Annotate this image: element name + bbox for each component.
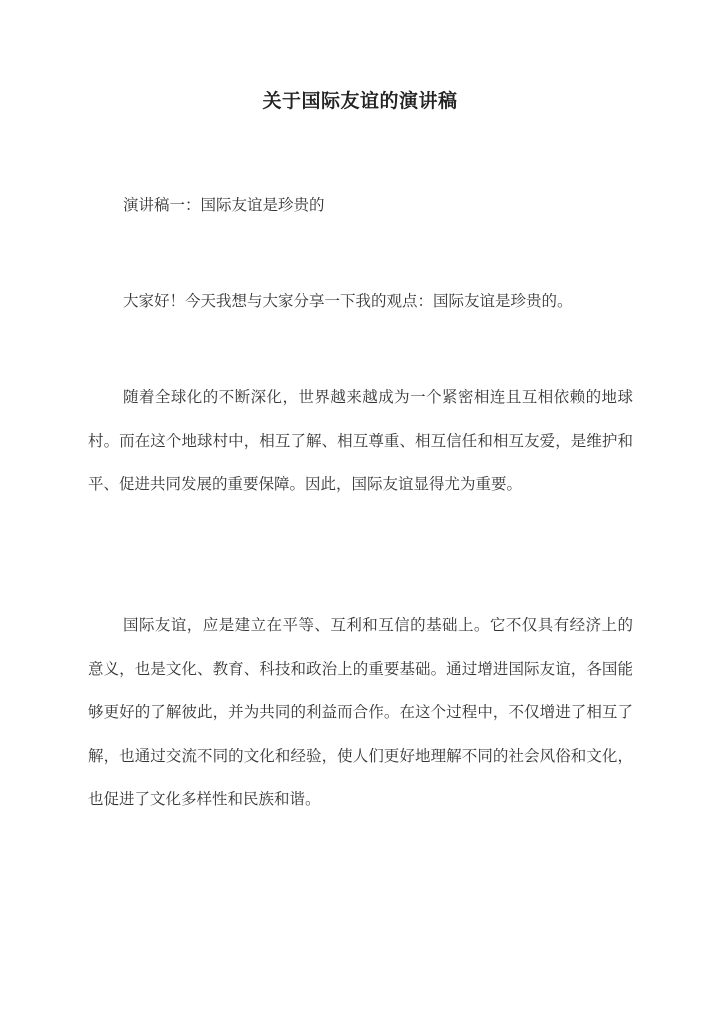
speech-heading: 演讲稿一：国际友谊是珍贵的 [123,196,325,214]
document-title: 关于国际友谊的演讲稿 [262,90,458,112]
paragraph-greeting: 大家好！今天我想与大家分享一下我的观点：国际友谊是珍贵的。 [123,292,573,310]
paragraph-globalization: 随着全球化的不断深化，世界越来越成为一个紧密相连且互相依赖的地球村。而在这个地球村中，相互了解、相互尊重、相互信任和相互友爱，是维护和平、促进共同发展的重要保障。因此，国际友谊显得尤为重要。 [88,388,633,493]
paragraph-friendship-basis: 国际友谊，应是建立在平等、互利和互信的基础上。它不仅具有经济上的意义，也是文化、教育、科技和政治上的重要基础。通过增进国际友谊，各国能够更好的了解彼此，并为共同的利益而合作。在这个过程中，不仅增进了相互了解，也通过交流不同的文化和经验，使人们更好地理解不同的社会风俗和文化，也促进了文化多样性和民族和谐。 [88,616,633,808]
